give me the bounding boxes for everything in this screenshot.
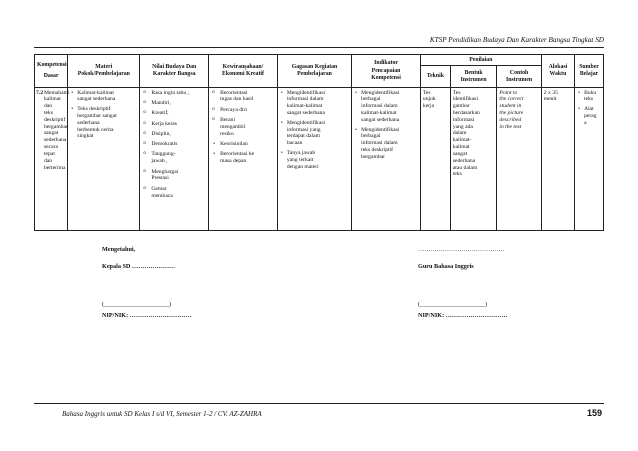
- list-item: [220, 107, 275, 114]
- list-item-line: o Mandiri,: [151, 99, 171, 106]
- cell-text-line: unjuk: [422, 96, 436, 103]
- list-item-line: o Kerja keras: [151, 120, 177, 127]
- list-item-line: o Kreatif,: [151, 110, 169, 117]
- kd-text: [44, 90, 69, 172]
- list-item-line: • Teks deskriptif: [77, 106, 111, 113]
- list-item-line: • Mengidentifikasi: [361, 89, 400, 96]
- sumber-list: [577, 90, 601, 127]
- cell-alokasi: [541, 88, 574, 231]
- list-item: [220, 151, 275, 165]
- headmaster-nip: NIP/NIK: …………………………: [102, 312, 192, 319]
- cell-text-line: 2 x 35: [543, 89, 558, 96]
- list-item-line: o Rasa ingin tahu ,: [151, 89, 189, 96]
- list-item-line: berbagai: [361, 96, 381, 103]
- list-item: [151, 151, 206, 165]
- cell-text-line: student in: [499, 103, 522, 110]
- cell-text-line: sangat: [44, 130, 59, 137]
- list-item-line: masa depan: [220, 158, 247, 165]
- list-item-line: singkat: [77, 133, 94, 140]
- cell-text-line: secara tepat: [44, 144, 58, 157]
- cell-text-line: sederhana: [452, 157, 476, 164]
- list-item: [220, 117, 275, 137]
- list-item-line: o Berorientasi: [220, 89, 248, 96]
- list-item-line: resiko: [220, 130, 234, 137]
- list-item-line: • Kalimat-kalimat: [77, 89, 114, 96]
- list-item-line: jawab ,: [151, 158, 168, 165]
- list-item: [584, 106, 601, 126]
- list-item-line: bacaan: [286, 140, 303, 147]
- list-item-line: bergambar: [361, 153, 385, 160]
- header-indikator: Indikator Pencapaian Kompetensi: [352, 55, 421, 88]
- list-item-line: o Gemar: [151, 185, 167, 192]
- list-item-line: o Tanggung-: [151, 151, 176, 158]
- list-item: [220, 90, 275, 104]
- list-item-line: berbagai: [361, 133, 381, 140]
- list-item-line: o Menghargai: [151, 168, 179, 175]
- list-item: [361, 127, 418, 161]
- list-item-line: o Percaya diri: [220, 106, 247, 113]
- cell-text-line: berterima: [44, 164, 66, 171]
- list-item: [287, 120, 349, 147]
- list-item-line: o Berani: [220, 117, 236, 123]
- footer-book-title: Bahasa Inggris untuk SD Kelas I s/d VI, Semester 1-2 / CV. AZ-ZAHRA: [62, 410, 262, 418]
- list-item-line: Prestasi: [151, 175, 169, 182]
- cell-text-line: Tes: [422, 89, 431, 96]
- cell-text-line: berdasarkan: [452, 110, 480, 116]
- list-item: [151, 131, 206, 138]
- list-item: [151, 186, 206, 200]
- list-item-line: • Berorientasi ke: [220, 151, 255, 158]
- list-item: [151, 121, 206, 128]
- place-date-line: ……………………………………: [418, 246, 505, 253]
- indikator-list: [354, 90, 418, 161]
- header-rule: [34, 47, 604, 48]
- list-item-line: membaca: [151, 192, 173, 199]
- header-materi: Materi Pokok/Pembelajaran: [68, 55, 140, 88]
- list-item-line: • Mengidentifikasi: [286, 119, 326, 126]
- list-item-line: kalimat-kalimat: [286, 103, 323, 110]
- cell-text-line: teks: [452, 171, 462, 178]
- list-item-line: • Mengidentifikasi: [286, 89, 326, 96]
- cell-text-line: gambar: [452, 103, 470, 110]
- list-item-line: sangat sederhana: [361, 116, 400, 123]
- cell-text-line: the picture: [499, 110, 524, 116]
- cell-text-line: sederhana: [44, 137, 67, 144]
- cell-kewirausahaan: [209, 88, 278, 231]
- list-item-line: informasi dalam: [361, 103, 398, 110]
- list-item-line: terdapat dalam: [286, 133, 320, 140]
- kd-number: 7.2: [36, 89, 43, 96]
- list-item: [361, 90, 418, 124]
- list-item: [220, 141, 275, 148]
- cell-text-line: deskriptif: [44, 116, 66, 123]
- cell-text-line: Tes: [452, 89, 461, 96]
- list-item: [151, 169, 206, 183]
- cell-text-line: kalimat-: [452, 137, 472, 144]
- list-item-line: yang terkait: [286, 156, 314, 163]
- list-item-line: informasi yang: [286, 126, 321, 133]
- cell-text-line: Memahami: [44, 89, 70, 96]
- list-item-line: • Mengidentifikasi: [361, 126, 400, 133]
- acknowledged-label: Mengetahui,: [102, 246, 136, 253]
- cell-teknik: [420, 88, 450, 231]
- header-bentuk: Bentuk Instrumen: [450, 66, 497, 88]
- cell-sumber: [575, 88, 604, 231]
- list-item-line: • Keorisinilan: [220, 140, 248, 147]
- list-item: [77, 106, 137, 140]
- materi-list: [70, 90, 137, 141]
- header-sumber: Sumber Belajar: [575, 55, 604, 88]
- cell-text-line: described: [499, 116, 522, 123]
- list-item-line: sangat sederhana: [77, 96, 116, 103]
- list-item-line: sederhana: [77, 119, 100, 126]
- list-item-line: perag: [584, 113, 597, 119]
- table-row: [35, 88, 604, 231]
- teacher-name-line: (_____________________): [418, 301, 488, 308]
- list-item-line: o Demokratis: [151, 141, 178, 148]
- cell-nilai: [140, 88, 209, 231]
- header-kompetensi: Kompetensi Dasar: [35, 55, 68, 88]
- list-item-line: a: [584, 119, 587, 126]
- nilai-list: [142, 90, 206, 200]
- cell-kompetensi: [35, 88, 68, 231]
- cell-text-line: atau dalam: [452, 164, 478, 171]
- header-gagasan: Gagasan Kegiatan Pembelajaran: [277, 55, 351, 88]
- header-contoh: Contoh Instrumen: [497, 66, 541, 88]
- list-item: [151, 100, 206, 107]
- list-item-line: bergambar sangat: [77, 113, 117, 119]
- running-header: KTSP Pendidikan Budaya Dan Karakter Bangsa Tingkat SD: [429, 36, 604, 44]
- cell-text-line: bergambar: [44, 123, 68, 130]
- list-item-line: mengambil: [220, 123, 246, 130]
- list-item-line: kalimat-kalimat: [361, 110, 397, 116]
- header-penilaian: Penilaian: [420, 55, 541, 66]
- teacher-role: Guru Bahasa Inggris: [418, 263, 474, 270]
- cell-text-line: dalam: [452, 130, 467, 137]
- cell-text-line: sangat: [452, 150, 468, 157]
- footer-rule: [34, 403, 604, 404]
- list-item: [287, 150, 349, 170]
- page-number: 159: [586, 408, 602, 418]
- list-item-line: berbentuk cerita: [77, 126, 114, 133]
- list-item: [151, 110, 206, 117]
- cell-bentuk: [450, 88, 497, 231]
- cell-text-line: dan: [44, 157, 53, 164]
- syllabus-table: [34, 54, 604, 231]
- cell-text-line: Point to: [499, 89, 518, 96]
- cell-materi: [68, 88, 140, 231]
- cell-text-line: kalimat: [452, 144, 470, 151]
- cell-gagasan: [277, 88, 351, 231]
- list-item: [77, 90, 137, 104]
- gagasan-list: [280, 90, 349, 171]
- cell-indikator: [352, 88, 421, 231]
- cell-text-line: kerja: [422, 103, 435, 110]
- list-item-line: informasi dalam: [286, 96, 324, 103]
- teacher-nip: NIP/NIK: …………………………: [418, 312, 508, 319]
- list-item-line: • Tanya jawab: [286, 150, 316, 157]
- list-item-line: • Alat: [584, 106, 594, 113]
- cell-text-line: informasi: [452, 116, 475, 123]
- header-nilai: Nilai Budaya Dan Karakter Bangsa: [140, 55, 209, 88]
- list-item-line: informasi dalam: [361, 140, 398, 147]
- cell-text-line: teks: [44, 110, 54, 116]
- header-alokasi: Alokasi Waktu: [541, 55, 574, 88]
- cell-text-line: in the text: [499, 123, 522, 130]
- cell-contoh: [497, 88, 541, 231]
- list-item: [151, 90, 206, 97]
- list-item: [584, 90, 601, 104]
- list-item-line: tugas dan hasil: [220, 96, 254, 103]
- headmaster-name-line: (_____________________): [102, 301, 172, 308]
- cell-text-line: identifikasi: [452, 96, 478, 103]
- headmaster-role: Kepala SD …………………: [102, 263, 176, 270]
- header-kewirausahaan: Kewirauşahaan/ Ekonomi Kreatif: [209, 55, 278, 88]
- list-item-line: • Buku: [584, 89, 597, 96]
- cell-text-line: the correct: [499, 96, 524, 103]
- kewira-list: [211, 90, 275, 165]
- cell-text-line: kalimat dan: [44, 96, 61, 110]
- cell-text-line: menit: [543, 96, 557, 103]
- list-item-line: teks deskriptif: [361, 147, 393, 154]
- list-item: [287, 90, 349, 117]
- list-item-line: dengan materi: [286, 163, 319, 170]
- list-item: [151, 141, 206, 148]
- list-item-line: sangat sederhana: [286, 110, 325, 116]
- list-item-line: o Disiplin,: [151, 130, 171, 137]
- cell-text-line: yang ada: [452, 123, 473, 130]
- header-teknik: Teknik: [420, 66, 450, 88]
- list-item-line: teks: [584, 96, 594, 103]
